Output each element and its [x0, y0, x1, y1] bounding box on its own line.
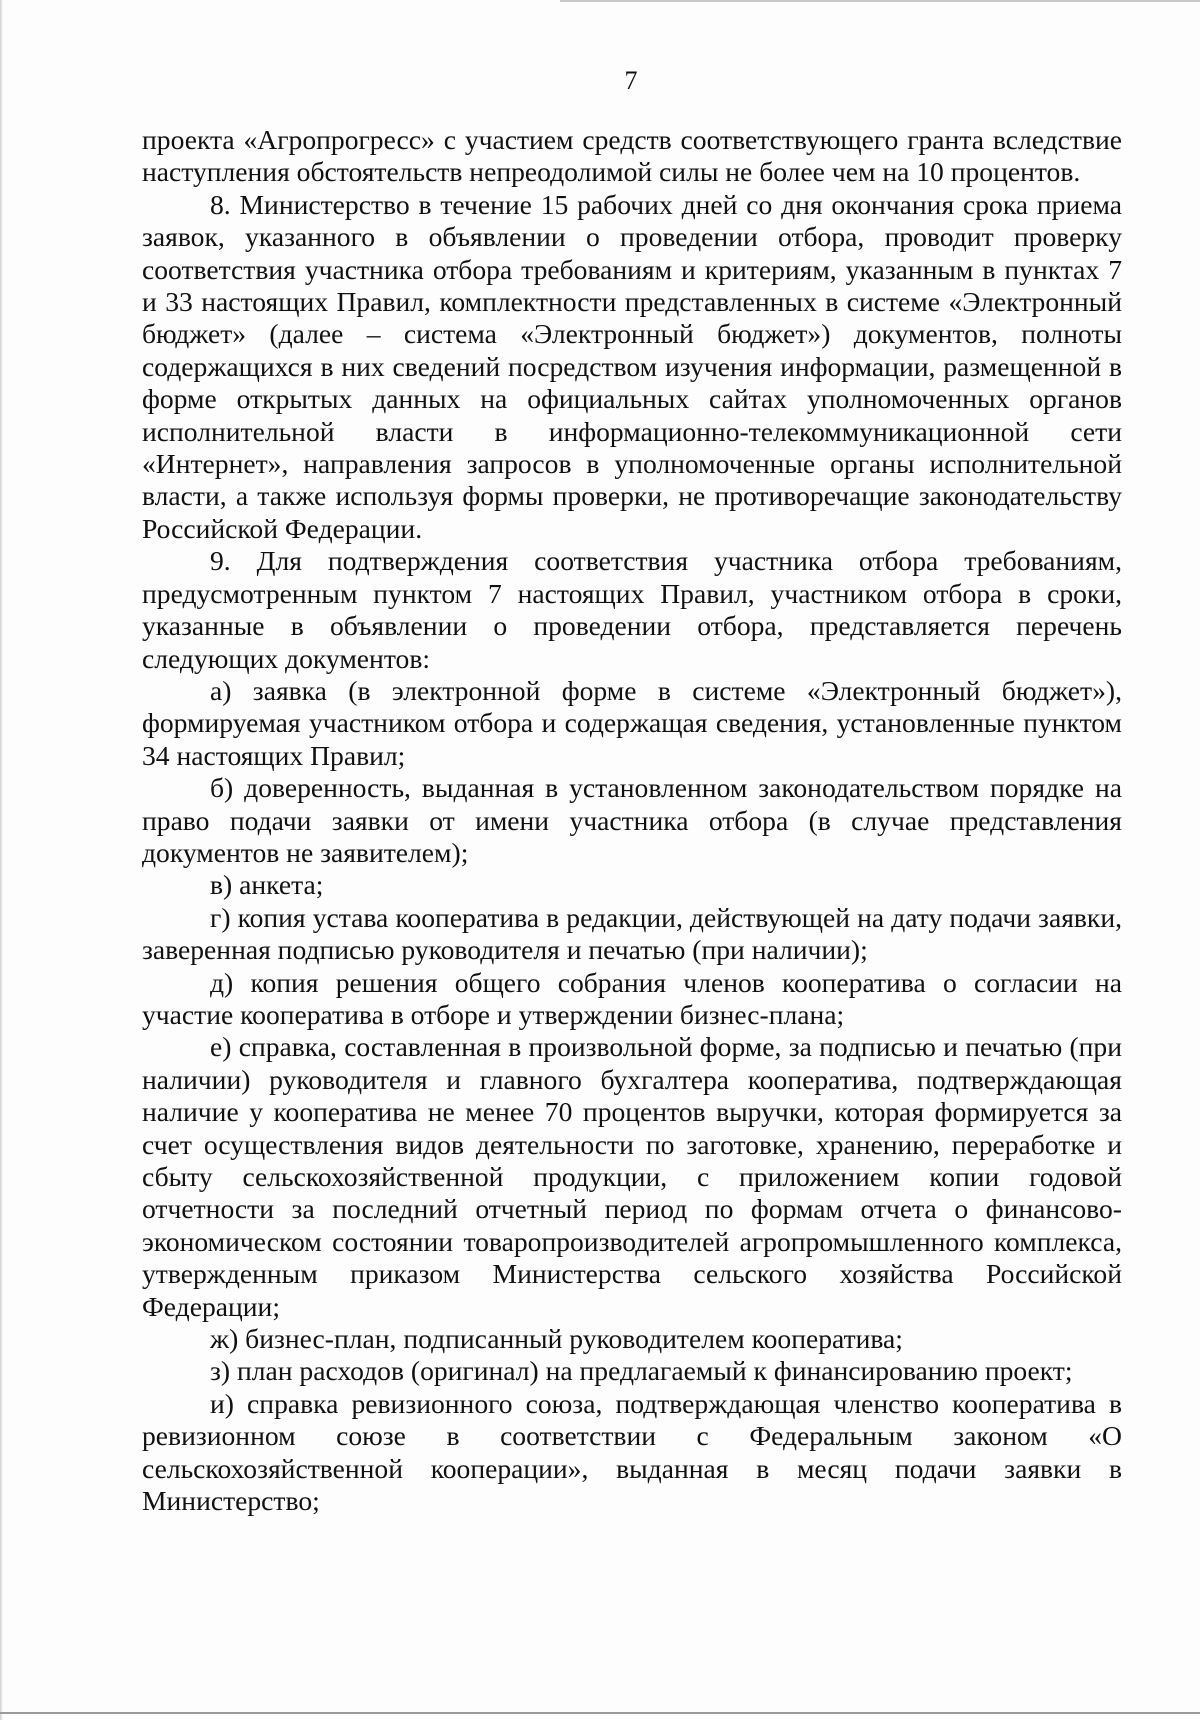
list-item-a: а) заявка (в электронной форме в системе «Электронный бюджет»), формируемая участником отбора и содержащая сведения, установленные пунктом 34 настоящих Правил; — [142, 674, 1122, 771]
paragraph-continuation: проекта «Агропрогресс» с участием средств соответствующего гранта вследствие наступления обстоятельств непреодолимой силы не более чем на 10 процентов. — [142, 124, 1122, 188]
paragraph-item-9: 9. Для подтверждения соответствия участника отбора требованиям, предусмотренным пунктом 7 настоящих Правил, участником отбора в сроки, указанные в объявлении о проведении отбора, представляется перечень следующих документов: — [142, 545, 1122, 674]
scan-edge-top — [560, 0, 1200, 2]
list-item-zh: ж) бизнес-план, подписанный руководителем кооператива; — [210, 1323, 903, 1355]
list-item-e: е) справка, составленная в произвольной форме, за подписью и печатью (при наличии) руководителя и главного бухгалтера кооператива, подтверждающая наличие у кооператива не менее 70 процентов выручки, которая формируется за счет осуществления видов деятельности по заготовке, хранению, переработке и сбыту сельскохозяйственной продукции, с приложением копии годовой отчетности за последний отчетный период по формам отчета о финансово-экономическом состоянии товаропроизводителей агропромышленного комплекса, утвержденным приказом Министерства сельского хозяйства Российской Федерации; — [142, 1031, 1122, 1322]
document-body — [142, 124, 1122, 1517]
list-item-d: д) копия решения общего собрания членов кооператива о согласии на участие кооператива в отборе и утверждении бизнес-плана; — [142, 966, 1122, 1030]
list-item-i: и) справка ревизионного союза, подтверждающая членство кооператива в ревизионном союзе в соответствии с Федеральным законом «О сельскохозяйственной кооперации», выданная в месяц подачи заявки в Министерство; — [142, 1387, 1122, 1517]
list-item-g: г) копия устава кооператива в редакции, действующей на дату подачи заявки, заверенная подписью руководителя и печатью (при наличии); — [142, 901, 1122, 966]
list-item-z: з) план расходов (оригинал) на предлагаемый к финансированию проект; — [210, 1355, 1073, 1387]
paragraph-item-8: 8. Министерство в течение 15 рабочих дней со дня окончания срока приема заявок, указанного в объявлении о проведении отбора, проводит проверку соответствия участника отбора требованиям и критериям, указанным в пунктах 7 и 33 настоящих Правил, комплектности представленных в системе «Электронный бюджет» (далее – система «Электронный бюджет») документов, полноты содержащихся в них сведений посредством изучения информации, размещенной в форме открытых данных на официальных сайтах уполномоченных органов исполнительной власти в информационно-телекоммуникационной сети «Интернет», направления запросов в уполномоченные органы исполнительной власти, а также используя формы проверки, не противоречащие законодательству Российской Федерации. — [142, 188, 1122, 544]
scan-edge-bottom — [0, 1712, 1200, 1714]
list-item-v: в) анкета; — [210, 869, 324, 901]
scan-edge-left — [0, 0, 3, 1720]
list-item-b: б) доверенность, выданная в установленном законодательством порядке на право подачи заявки от имени участника отбора (в случае представления документов не заявителем); — [142, 772, 1122, 868]
page-number: 7 — [624, 66, 638, 95]
